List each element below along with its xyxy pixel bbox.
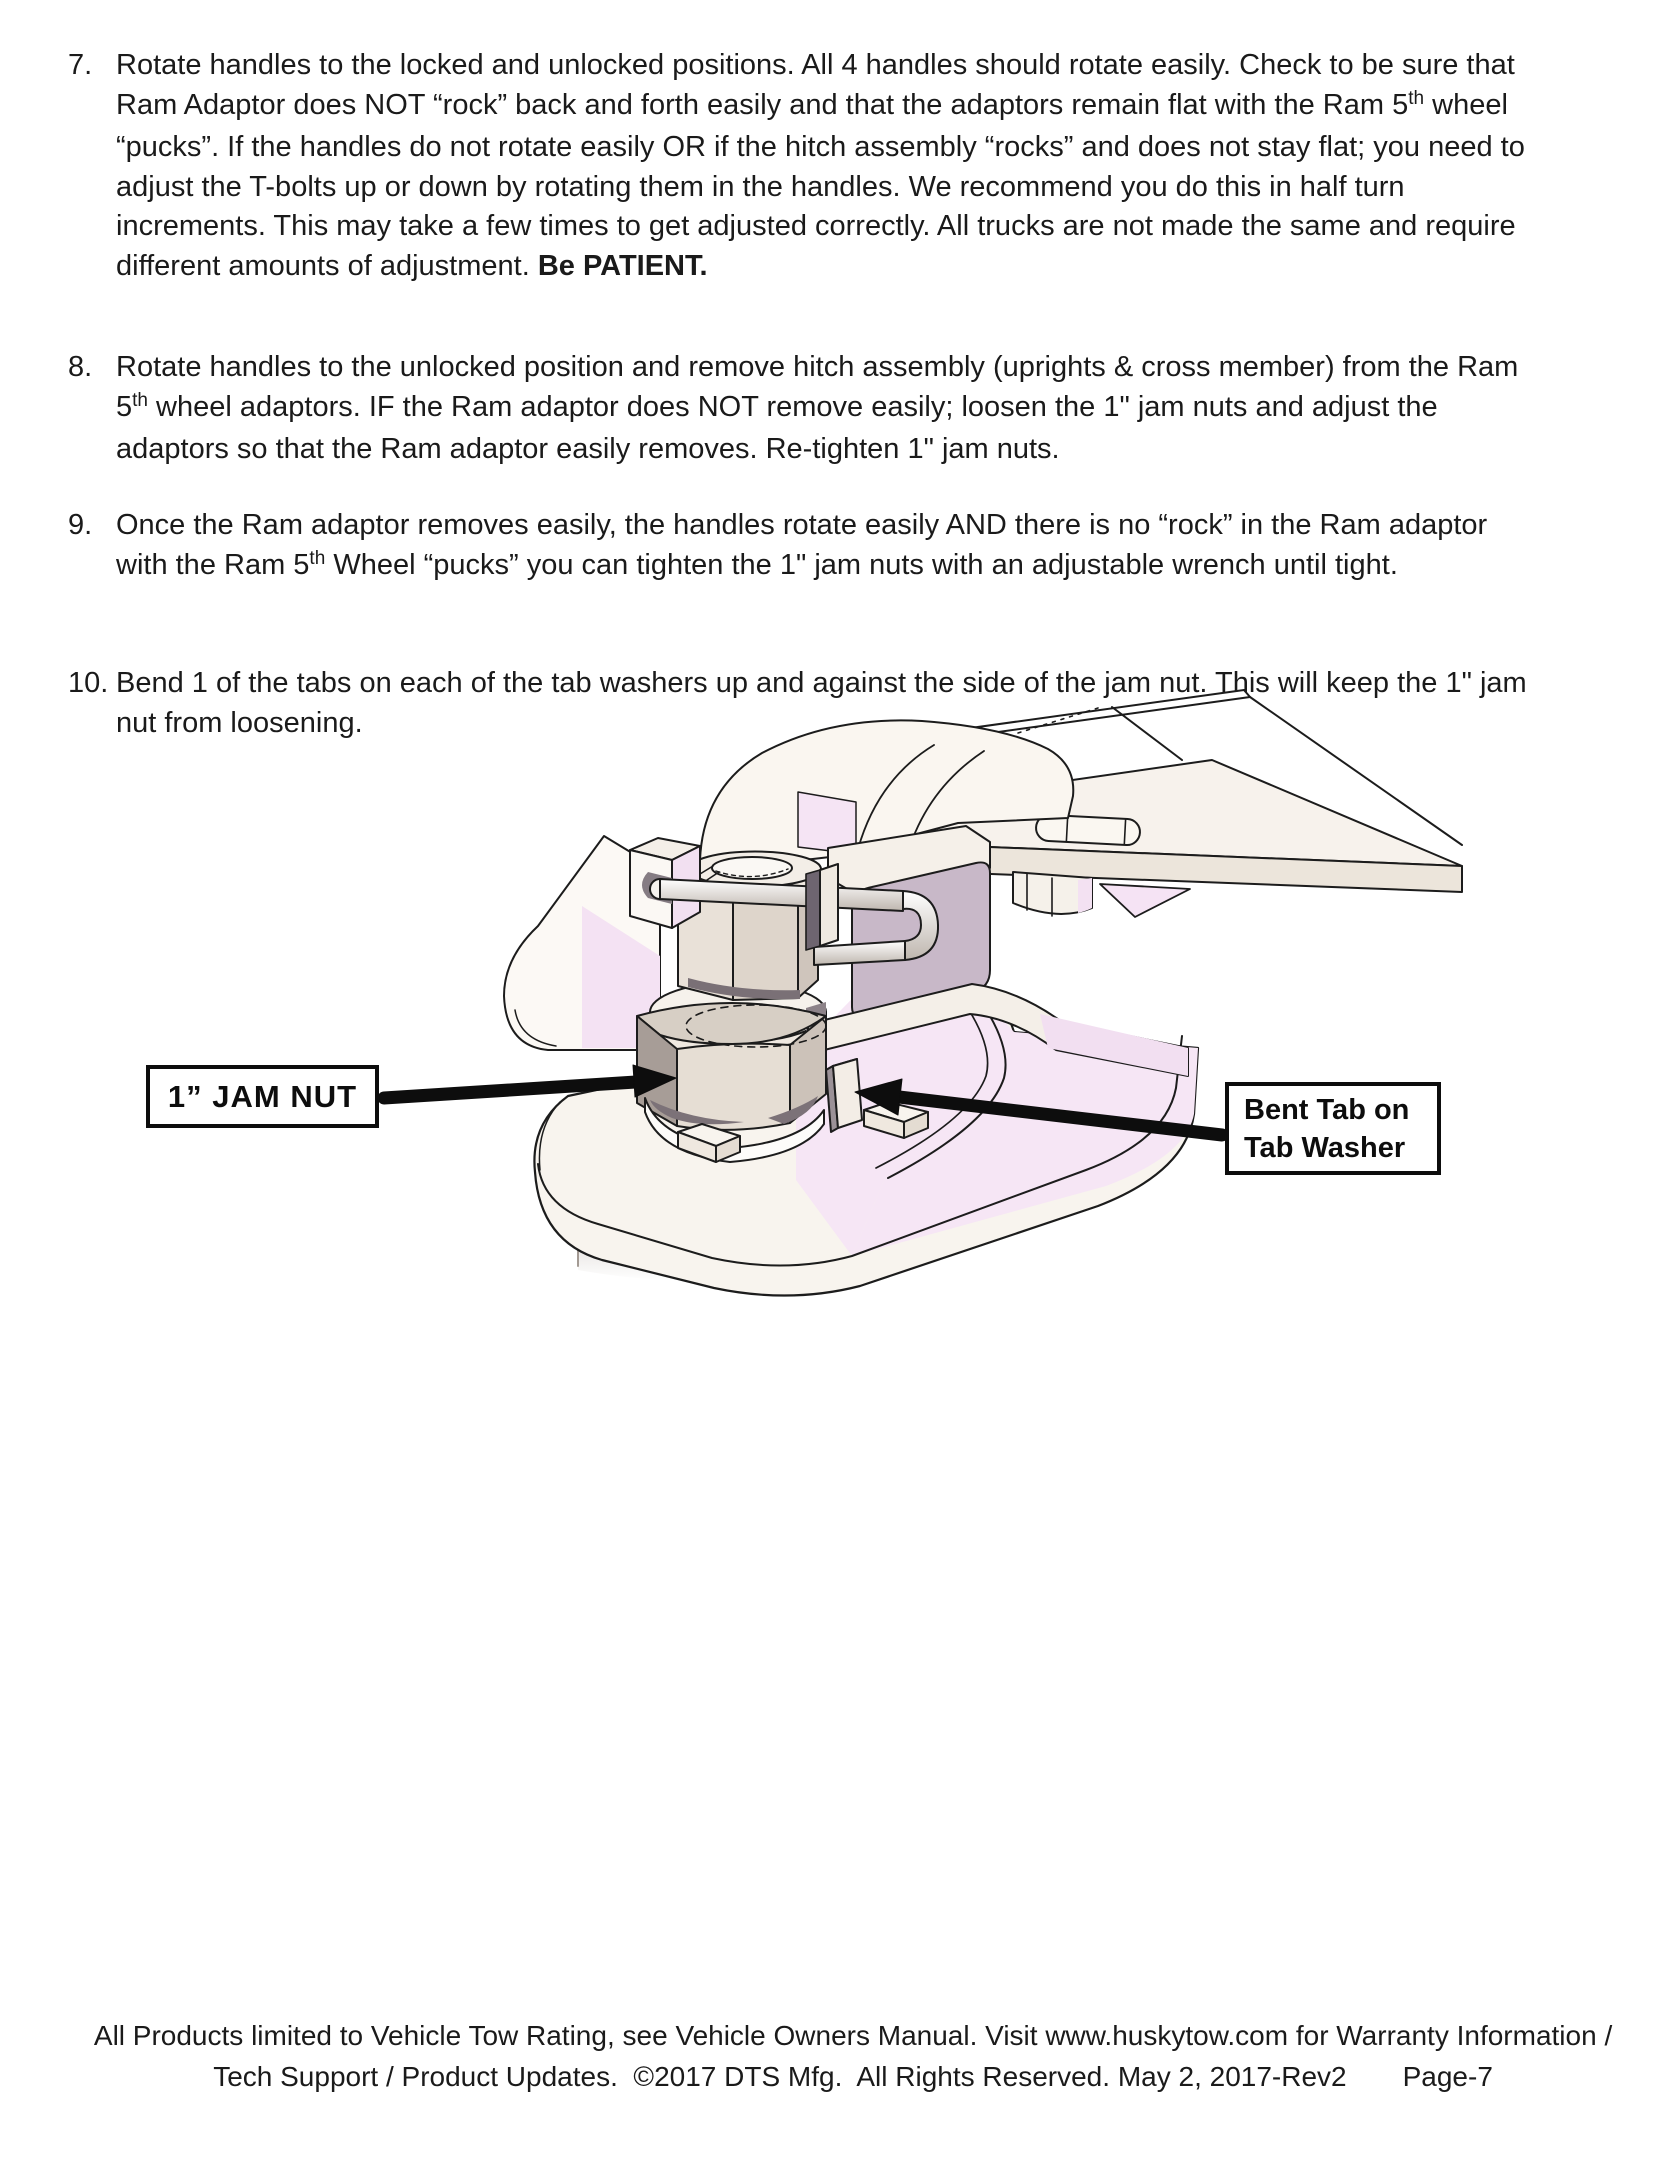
- pink-wedge: [1100, 884, 1190, 917]
- body-text: Once the Ram adaptor removes easily, the handles rotate easily AND there is no “rock” in the Ram adaptor with the Ram 5: [116, 509, 1496, 581]
- ordinal-suffix: th: [309, 547, 326, 569]
- bent-tab-callout-line1: Bent Tab on: [1244, 1093, 1410, 1126]
- ordinal-suffix: th: [132, 389, 148, 411]
- footer-line-2: [0, 2029, 1675, 2125]
- item-number: 7.: [68, 49, 93, 81]
- bent-tab: [826, 1059, 862, 1132]
- bold-text: Be PATIENT.: [537, 249, 708, 282]
- item-number: 10.: [68, 667, 109, 699]
- ordinal-suffix: th: [1408, 87, 1425, 109]
- clevis-slot: [806, 864, 838, 950]
- boss-cylinder: [1013, 872, 1092, 916]
- item-number: 9.: [68, 509, 93, 541]
- bent-tab-callout-line2: Tab Washer: [1244, 1131, 1406, 1164]
- hitch-assembly-illustration: [378, 680, 1468, 1320]
- body-text: Bend 1 of the tabs on each of the tab washers up and against the side of the jam nut. This will keep the 1" jam nut from loosening.: [116, 667, 1535, 739]
- body-text: Rotate handles to the unlocked position and remove hitch assembly (uprights & cross member) from the Ram 5: [116, 351, 1527, 423]
- item-number: 8.: [68, 351, 93, 383]
- page-number: Page-7: [1402, 2061, 1493, 2092]
- instruction-item-8: [68, 348, 1538, 470]
- jam-nut-callout-text: 1” JAM NUT: [167, 1078, 358, 1114]
- body-text: wheel “pucks”. If the handles do not rotate easily OR if the hitch assembly “rocks” and does not stay flat; you need to adjust the T-bolts up or down by rotating them in the handles. We recommend you do this in half turn increments. This may take a few times to get adjusted correctly. All trucks are not made the same and require different amounts of adjustment.: [116, 88, 1533, 282]
- instruction-item-9: [68, 506, 1538, 588]
- footer-text-2: Tech Support / Product Updates. ©2017 DTS Mfg. All Rights Reserved. May 2, 2017-Rev2: [213, 2061, 1347, 2092]
- body-text: Rotate handles to the locked and unlocked positions. All 4 handles should rotate easily. Check to be sure that Ram Adaptor does NOT “rock” back and forth easily and that the adaptors remain flat with the Ram 5: [116, 49, 1523, 121]
- footer-text-1: All Products limited to Vehicle Tow Rating, see Vehicle Owners Manual. Visit www.huskytow.com for Warranty Information /: [93, 2020, 1613, 2051]
- jam-nut-callout: [146, 1065, 379, 1128]
- body-text: Wheel “pucks” you can tighten the 1" jam nuts with an adjustable wrench until tight.: [325, 548, 1398, 581]
- bent-tab-callout: [1225, 1082, 1441, 1175]
- instruction-item-7: [68, 46, 1538, 286]
- body-text: wheel adaptors. IF the Ram adaptor does NOT remove easily; loosen the 1" jam nuts and adjust the adaptors so that the Ram adaptor easily removes. Re-tighten 1" jam nuts.: [116, 390, 1446, 465]
